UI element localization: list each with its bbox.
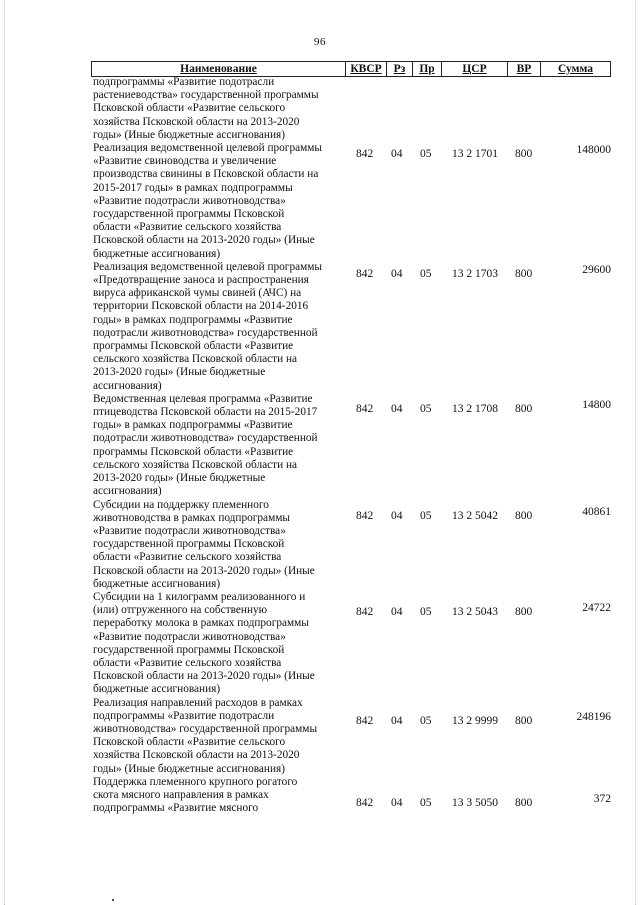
cell-kvsr: 842 (356, 148, 374, 160)
description-line: бюджетные ассигнования) (93, 683, 221, 696)
description-line: животноводства в рамках подпрограммы (93, 511, 290, 524)
description-line: Субсидии на поддержку племенного (93, 498, 269, 511)
cell-vr: 800 (515, 403, 533, 415)
cell-rz: 04 (391, 268, 403, 280)
table-header (91, 61, 611, 77)
cell-vr: 800 (515, 715, 533, 727)
description-line: подпрограммы «Развитие подотрасли (93, 76, 275, 88)
cell-pr: 05 (420, 510, 432, 522)
description-line: производства свинины в Псковской области на (93, 168, 319, 181)
description-line: государственной программы Псковской (93, 208, 285, 221)
description-line: хозяйства Псковской области на 2013-2020 (93, 749, 300, 762)
description-line: животноводства» государственной программы (93, 722, 318, 735)
cell-rz: 04 (391, 797, 403, 809)
description-line: государственной программы Псковской (93, 538, 285, 551)
description-line: государственной программы Псковской (93, 643, 285, 656)
cell-vr: 800 (515, 148, 533, 160)
cell-sum: 29600 (582, 264, 611, 276)
cell-kvsr: 842 (356, 403, 374, 415)
cell-sum: 372 (593, 793, 611, 805)
description-line: годы» в рамках подпрограммы «Развитие (93, 313, 293, 326)
description-line: бюджетные ассигнования) (93, 577, 221, 590)
description-line: годы» (Иные бюджетные ассигнования) (93, 128, 285, 141)
header-name: Наименование (180, 63, 257, 75)
description-line: сельского хозяйства Псковской области на (93, 458, 297, 471)
description-line: программы Псковской области «Развитие (93, 445, 294, 458)
cell-sum: 24722 (582, 602, 611, 614)
description-line: «Развитие подотрасли животноводства» (93, 630, 286, 643)
description-line: годы» (Иные бюджетные ассигнования) (93, 762, 285, 775)
header-rz: Рз (393, 63, 406, 75)
description-line: ассигнования) (93, 485, 162, 498)
table-row (0, 399, 640, 417)
description-line: подотрасли животноводства» государственной (93, 326, 318, 339)
description-line: территории Псковской области на 2014-2016 (93, 300, 309, 313)
table-row (0, 506, 640, 524)
description-line: подпрограммы «Развитие мясного (93, 802, 259, 815)
cell-rz: 04 (391, 148, 403, 160)
cell-rz: 04 (391, 403, 403, 415)
cell-vr: 800 (515, 797, 533, 809)
cell-csr: 13 2 5042 (452, 510, 498, 522)
name-column (93, 76, 349, 815)
description-line: переработку молока в рамках подпрограммы (93, 617, 309, 630)
header-kvsr: КВСР (350, 63, 382, 75)
description-line: Реализация направлений расходов в рамках (93, 696, 303, 709)
cell-kvsr: 842 (356, 797, 374, 809)
cell-sum: 14800 (582, 399, 611, 411)
cell-kvsr: 842 (356, 715, 374, 727)
cell-csr: 13 2 1701 (452, 148, 498, 160)
description-line: «Развитие подотрасли животноводства» (93, 524, 286, 537)
cell-csr: 13 3 5050 (452, 797, 498, 809)
header-csr: ЦСР (462, 63, 487, 75)
cell-csr: 13 2 9999 (452, 715, 498, 727)
description-line: Псковской области на 2013-2020 годы» (Иные (93, 564, 315, 577)
description-line: «Предотвращение заноса и распространения (93, 274, 309, 287)
description-line: Псковской области «Развитие сельского (93, 736, 286, 749)
cell-rz: 04 (391, 606, 403, 618)
cell-pr: 05 (420, 403, 432, 415)
description-line: подотрасли животноводства» государственной (93, 432, 318, 445)
table-row (0, 602, 640, 620)
scan-edge-right (635, 0, 637, 905)
description-line: «Развитие свиноводства и увеличение (93, 155, 277, 168)
header-sum: Сумма (558, 63, 593, 75)
cell-kvsr: 842 (356, 510, 374, 522)
description-line: подпрограммы «Развитие подотрасли (93, 709, 275, 722)
description-line: Субсидии на 1 килограмм реализованного и (93, 590, 306, 603)
cell-sum: 40861 (582, 506, 611, 518)
description-line: растениеводства» государственной программы (93, 89, 319, 102)
description-line: Реализация ведомственной целевой программы (93, 142, 322, 155)
page-number: 96 (314, 36, 326, 48)
cell-pr: 05 (420, 148, 432, 160)
description-line: программы Псковской области «Развитие (93, 340, 294, 353)
description-line: годы» в рамках подпрограммы «Развитие (93, 419, 293, 432)
table-row (0, 144, 640, 162)
cell-vr: 800 (515, 606, 533, 618)
cell-sum: 248196 (576, 711, 611, 723)
cell-pr: 05 (420, 606, 432, 618)
scan-edge-left (4, 0, 6, 905)
cell-rz: 04 (391, 715, 403, 727)
description-line: хозяйства Псковской области на 2013-2020 (93, 115, 300, 128)
cell-pr: 05 (420, 715, 432, 727)
description-line: Ведомственная целевая программа «Развитие (93, 392, 313, 405)
description-line: 2015-2017 годы» в рамках подпрограммы (93, 181, 293, 194)
cell-sum: 148000 (576, 144, 611, 156)
scan-speck (112, 899, 114, 901)
description-line: птицеводства Псковской области на 2015-2017 (93, 406, 318, 419)
description-line: 2013-2020 годы» (Иные бюджетные (93, 472, 266, 485)
description-line: вируса африканской чумы свиней (АЧС) на (93, 287, 302, 300)
description-line: сельского хозяйства Псковской области на (93, 353, 297, 366)
description-line: «Развитие подотрасли животноводства» (93, 194, 286, 207)
description-line: Поддержка племенного крупного рогатого (93, 775, 298, 788)
description-line: Псковской области на 2013-2020 годы» (Иные (93, 234, 315, 247)
description-line: области «Развитие сельского хозяйства (93, 221, 282, 234)
cell-csr: 13 2 1703 (452, 268, 498, 280)
cell-pr: 05 (420, 268, 432, 280)
description-line: 2013-2020 годы» (Иные бюджетные (93, 366, 266, 379)
cell-kvsr: 842 (356, 606, 374, 618)
description-line: скота мясного направления в рамках (93, 788, 269, 801)
description-line: ассигнования) (93, 379, 162, 392)
cell-csr: 13 2 5043 (452, 606, 498, 618)
table-row (0, 711, 640, 729)
cell-pr: 05 (420, 797, 432, 809)
description-line: Реализация ведомственной целевой программы (93, 260, 322, 273)
cell-kvsr: 842 (356, 268, 374, 280)
description-line: (или) отгруженного на собственную (93, 604, 268, 617)
cell-vr: 800 (515, 268, 533, 280)
header-vr: ВР (516, 63, 532, 75)
description-line: области «Развитие сельского хозяйства (93, 656, 282, 669)
description-line: бюджетные ассигнования) (93, 247, 221, 260)
header-pr: Пр (419, 63, 435, 75)
description-line: Псковской области на 2013-2020 годы» (Иные (93, 670, 315, 683)
cell-rz: 04 (391, 510, 403, 522)
description-line: Псковской области «Развитие сельского (93, 102, 286, 115)
cell-csr: 13 2 1708 (452, 403, 498, 415)
description-line: области «Развитие сельского хозяйства (93, 551, 282, 564)
cell-vr: 800 (515, 510, 533, 522)
